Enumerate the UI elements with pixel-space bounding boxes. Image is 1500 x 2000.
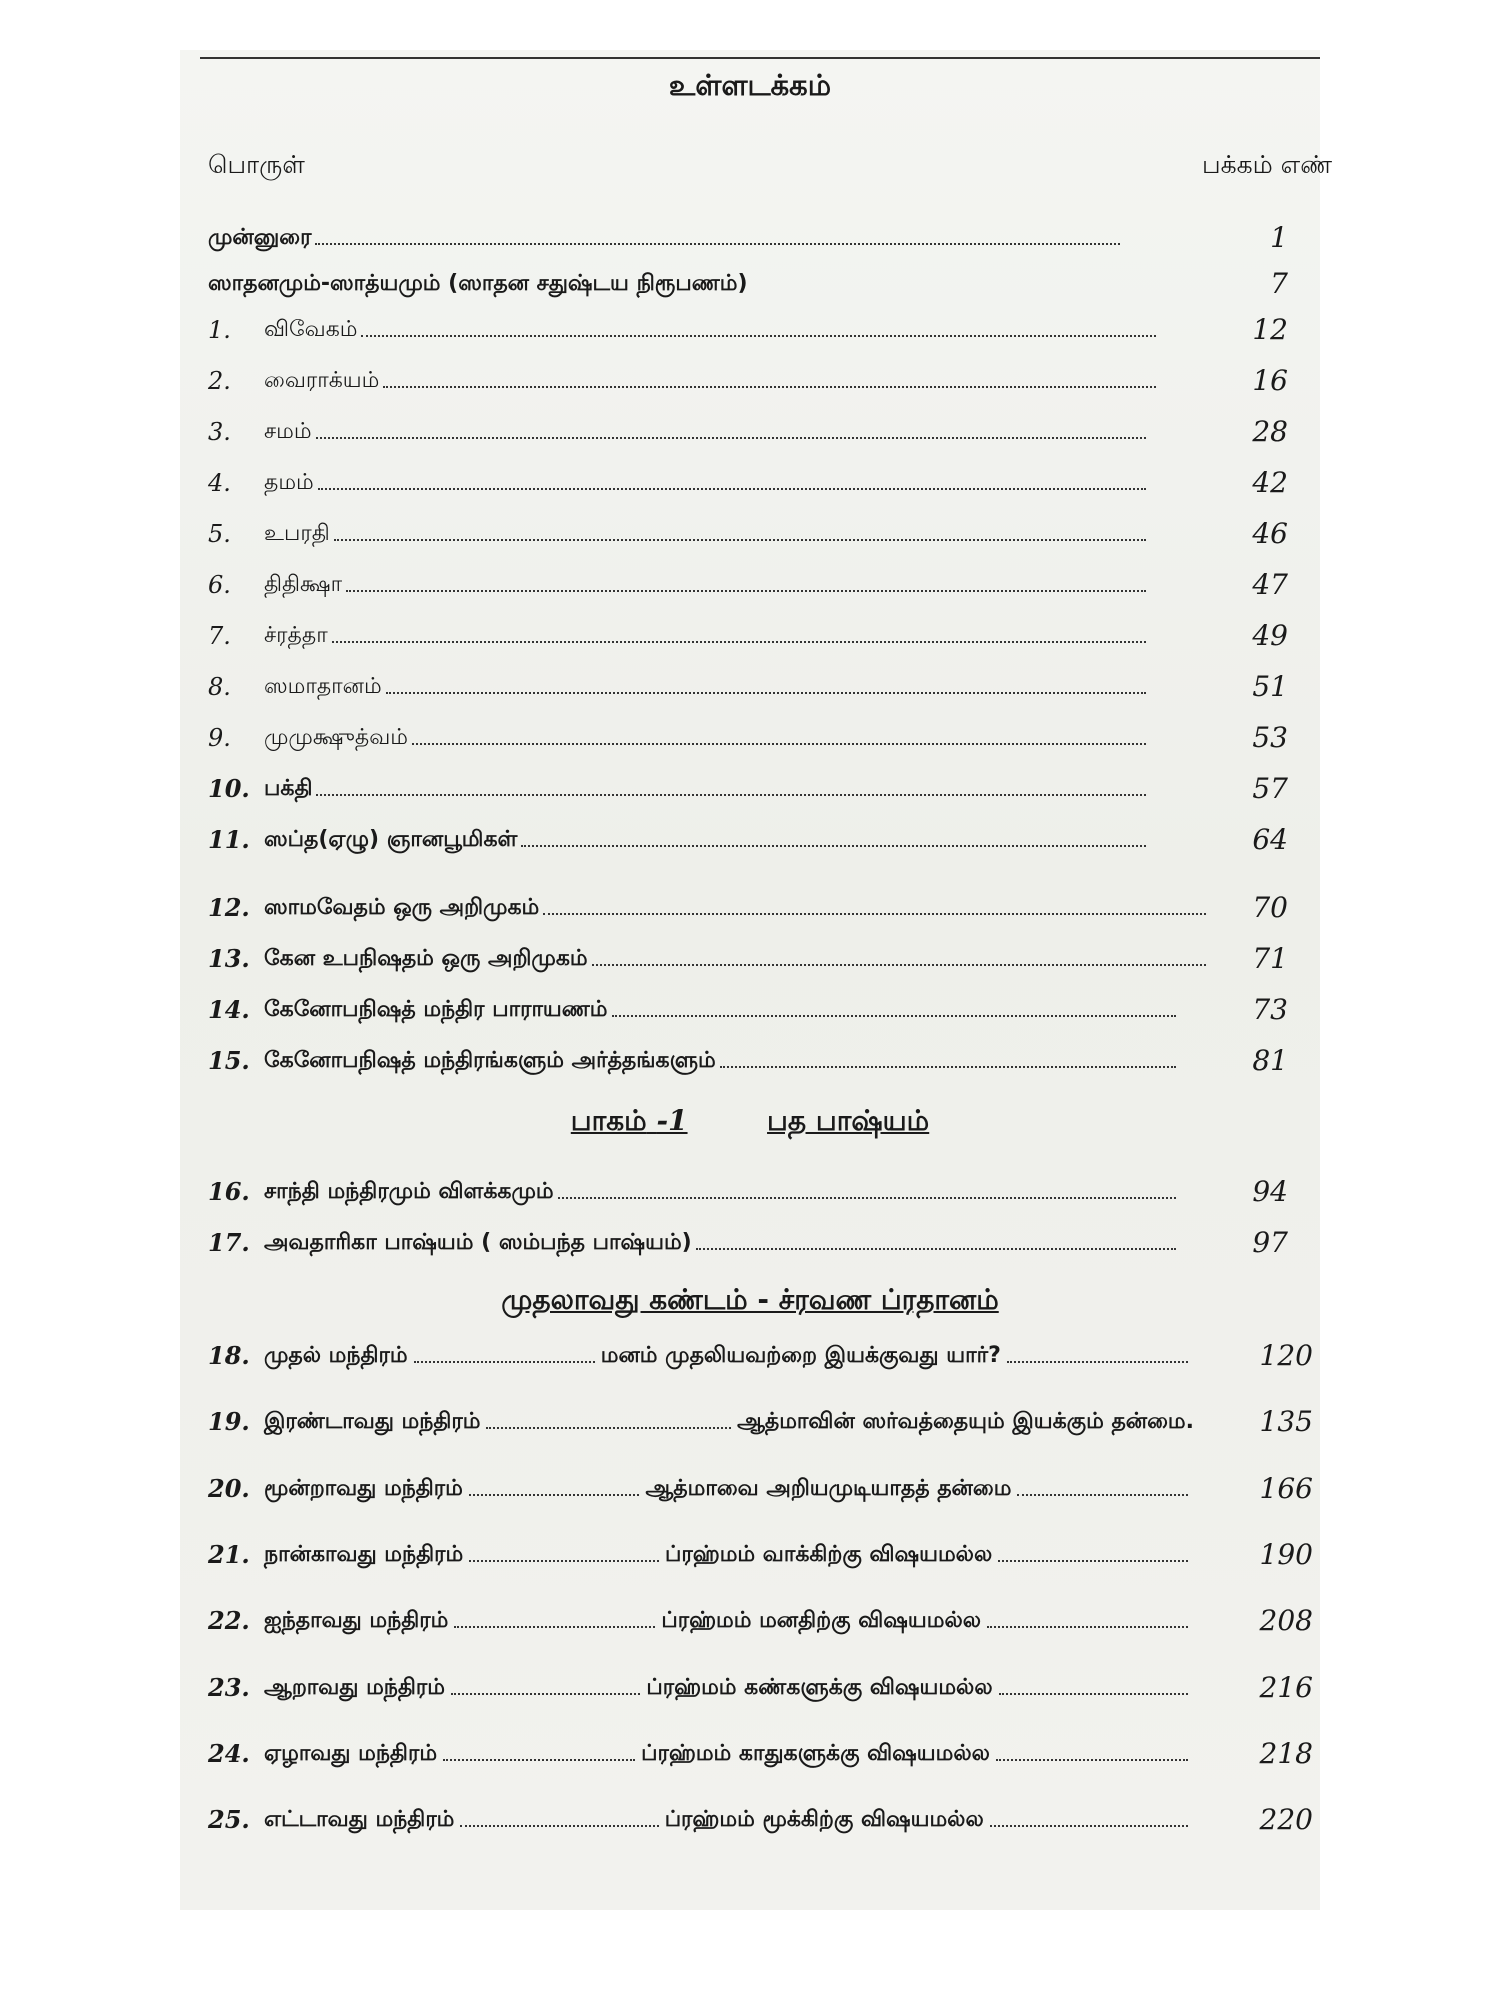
entry-title: கேனோபநிஷத் மந்திரங்களும் அர்த்தங்களும் xyxy=(264,1048,716,1073)
toc-entry-10 xyxy=(208,769,1288,809)
entry-number: 23. xyxy=(208,1673,250,1702)
entry-number: 1. xyxy=(208,316,231,344)
toc-entry-23 xyxy=(208,1668,1318,1708)
entry-description: ஆத்மாவை அறியமுடியாதத் தன்மை xyxy=(645,1476,1012,1501)
toc-entry-16 xyxy=(208,1172,1288,1212)
entry-number: 19. xyxy=(208,1407,250,1436)
entry-title: ஆறாவது மந்திரம் xyxy=(264,1675,445,1700)
dot-leader xyxy=(316,794,1146,796)
entry-title: எட்டாவது மந்திரம் xyxy=(264,1807,455,1832)
entry-number: 10. xyxy=(208,774,250,803)
entry-number: 11. xyxy=(208,825,250,854)
toc-entry-2 xyxy=(208,361,1288,401)
dot-leader xyxy=(346,590,1146,592)
dot-leader xyxy=(414,1361,595,1363)
toc-entry-11 xyxy=(208,820,1288,860)
entry-page: 71 xyxy=(1252,942,1288,975)
dot-leader xyxy=(334,539,1146,541)
toc-entry-7 xyxy=(208,616,1288,656)
entry-title: மூன்றாவது மந்திரம் xyxy=(264,1476,463,1501)
dot-leader xyxy=(1007,1361,1188,1363)
entry-page: 97 xyxy=(1252,1226,1288,1259)
entry-description: ப்ரஹ்மம் வாக்கிற்கு விஷயமல்ல xyxy=(665,1542,993,1567)
entry-page: 135 xyxy=(1259,1405,1313,1438)
dot-leader xyxy=(990,1825,1188,1827)
dot-leader xyxy=(332,641,1146,643)
entry-title: பக்தி xyxy=(264,776,313,801)
dot-leader xyxy=(521,845,1146,847)
toc-entry-8 xyxy=(208,667,1288,707)
column-header-subject: பொருள் xyxy=(208,150,305,179)
dot-leader xyxy=(460,1825,658,1827)
entry-page: 94 xyxy=(1252,1175,1288,1208)
entry-title: அவதாரிகா பாஷ்யம் ( ஸம்பந்த பாஷ்யம்) xyxy=(264,1230,692,1255)
toc-entry-5 xyxy=(208,514,1288,554)
entry-number: 12. xyxy=(208,893,250,922)
dot-leader xyxy=(1017,1494,1188,1496)
entry-page: 220 xyxy=(1259,1803,1313,1836)
entry-page: 47 xyxy=(1252,568,1288,601)
dot-leader xyxy=(558,1197,1176,1199)
entry-page: 73 xyxy=(1252,993,1288,1026)
column-header-page-number: பக்கம் எண் xyxy=(1202,150,1332,179)
entry-number: 3. xyxy=(208,418,231,446)
entry-number: 15. xyxy=(208,1046,250,1075)
dot-leader xyxy=(469,1560,659,1562)
toc-entry-4 xyxy=(208,463,1288,503)
dot-leader xyxy=(315,243,1120,245)
toc-entry-14 xyxy=(208,990,1288,1030)
entry-title: ஐந்தாவது மந்திரம் xyxy=(264,1608,449,1633)
entry-page: 218 xyxy=(1259,1737,1313,1770)
entry-number: 13. xyxy=(208,944,250,973)
entry-description: ப்ரஹ்மம் மூக்கிற்கு விஷயமல்ல xyxy=(664,1807,984,1832)
entry-title: நான்காவது மந்திரம் xyxy=(264,1542,464,1567)
section-heading-first-khanda xyxy=(0,1283,1500,1320)
entry-description: ப்ரஹ்மம் மனதிற்கு விஷயமல்ல xyxy=(661,1608,981,1633)
entry-number: 16. xyxy=(208,1177,250,1206)
toc-entry-24 xyxy=(208,1734,1318,1774)
entry-page: 28 xyxy=(1252,415,1288,448)
entry-number: 9. xyxy=(208,724,231,752)
dot-leader xyxy=(543,913,1206,915)
entry-title: கேனோபநிஷத் மந்திர பாராயணம் xyxy=(264,997,608,1022)
entry-title: முமுக்ஷுத்வம் xyxy=(264,725,408,750)
toc-entry-22 xyxy=(208,1601,1318,1641)
dot-leader xyxy=(720,1066,1176,1068)
toc-entry-preface xyxy=(208,218,1288,258)
entry-description: ப்ரஹ்மம் கண்களுக்கு விஷயமல்ல xyxy=(646,1675,993,1700)
entry-number: 18. xyxy=(208,1341,250,1370)
entry-title: ஸப்த(ஏழு) ஞானபூமிகள் xyxy=(264,827,518,852)
entry-page: 70 xyxy=(1252,891,1288,924)
dot-leader xyxy=(612,1015,1177,1017)
entry-page: 216 xyxy=(1259,1671,1313,1704)
entry-page: 1 xyxy=(1270,221,1288,254)
entry-title: ஸாமவேதம் ஒரு அறிமுகம் xyxy=(264,895,540,920)
dot-leader xyxy=(486,1427,731,1429)
section-heading-part1 xyxy=(0,1104,1500,1141)
dot-leader xyxy=(987,1626,1188,1628)
entry-page: 53 xyxy=(1252,721,1288,754)
toc-entry-13 xyxy=(208,939,1288,979)
dot-leader xyxy=(469,1494,640,1496)
entry-page: 208 xyxy=(1259,1604,1313,1637)
entry-title: ஸமாதானம் xyxy=(264,674,382,699)
dot-leader xyxy=(451,1693,640,1695)
section-name: முதலாவது கண்டம் - ச்ரவண ப்ரதானம் xyxy=(501,1283,999,1316)
entry-title: விவேகம் xyxy=(264,317,358,342)
top-rule xyxy=(200,57,1320,59)
entry-title: கேன உபநிஷதம் ஒரு அறிமுகம் xyxy=(264,946,588,971)
toc-entry-18 xyxy=(208,1336,1318,1376)
entry-number: 24. xyxy=(208,1739,250,1768)
entry-title: திதிக்ஷா xyxy=(264,572,343,597)
entry-page: 42 xyxy=(1252,466,1288,499)
dot-leader xyxy=(386,692,1146,694)
entry-number: 20. xyxy=(208,1474,250,1503)
dot-leader xyxy=(318,488,1146,490)
toc-entry-17 xyxy=(208,1223,1288,1263)
entry-number: 21. xyxy=(208,1540,250,1569)
toc-entry-21 xyxy=(208,1535,1318,1575)
entry-page: 120 xyxy=(1259,1339,1313,1372)
entry-number: 7. xyxy=(208,622,231,650)
entry-number: 8. xyxy=(208,673,231,701)
entry-page: 7 xyxy=(1270,267,1288,300)
entry-page: 81 xyxy=(1252,1044,1288,1077)
toc-entry-9 xyxy=(208,718,1288,758)
dot-leader xyxy=(996,1759,1188,1761)
entry-number: 25. xyxy=(208,1805,250,1834)
toc-entry-3 xyxy=(208,412,1288,452)
dot-leader xyxy=(443,1759,635,1761)
entry-page: 46 xyxy=(1252,517,1288,550)
dot-leader xyxy=(696,1248,1176,1250)
entry-number: 2. xyxy=(208,367,231,395)
entry-page: 190 xyxy=(1259,1538,1313,1571)
toc-entry-sadhana xyxy=(208,264,1288,304)
entry-page: 49 xyxy=(1252,619,1288,652)
entry-number: 6. xyxy=(208,571,231,599)
section-number: -1 xyxy=(656,1104,688,1137)
entry-description: ப்ரஹ்மம் காதுகளுக்கு விஷயமல்ல xyxy=(641,1741,990,1766)
toc-entry-20 xyxy=(208,1469,1318,1509)
entry-title: உபரதி xyxy=(264,521,330,546)
dot-leader xyxy=(592,964,1206,966)
page-title: உள்ளடக்கம் xyxy=(668,68,832,102)
entry-title: சாந்தி மந்திரமும் விளக்கமும் xyxy=(264,1179,554,1204)
entry-title: ஸாதனமும்-ஸாத்யமும் (ஸாதன சதுஷ்டய நிரூபணம்) xyxy=(208,271,748,296)
entry-page: 64 xyxy=(1252,823,1288,856)
dot-leader xyxy=(383,386,1156,388)
entry-number: 5. xyxy=(208,520,231,548)
entry-title: முன்னுரை xyxy=(208,225,312,250)
dot-leader xyxy=(999,1693,1188,1695)
entry-number: 4. xyxy=(208,469,231,497)
entry-page: 57 xyxy=(1252,772,1288,805)
entry-number: 22. xyxy=(208,1606,250,1635)
toc-entry-15 xyxy=(208,1041,1288,1081)
entry-title: இரண்டாவது மந்திரம் xyxy=(264,1409,481,1434)
dot-leader xyxy=(454,1626,655,1628)
entry-number: 14. xyxy=(208,995,250,1024)
entry-number: 17. xyxy=(208,1228,250,1257)
entry-page: 51 xyxy=(1252,670,1288,703)
entry-title: ஏழாவது மந்திரம் xyxy=(264,1741,438,1766)
entry-title: சமம் xyxy=(264,419,312,444)
toc-entry-25 xyxy=(208,1800,1318,1840)
toc-entry-19 xyxy=(208,1402,1318,1442)
section-label: பாகம் xyxy=(570,1104,647,1137)
entry-description: மனம் முதலியவற்றை இயக்குவது யார்? xyxy=(600,1343,1001,1368)
entry-description: ஆத்மாவின் ஸர்வத்தையும் இயக்கும் தன்மை. xyxy=(737,1409,1194,1434)
entry-page: 12 xyxy=(1252,313,1288,346)
toc-entry-1 xyxy=(208,310,1288,350)
entry-page: 166 xyxy=(1259,1472,1313,1505)
dot-leader xyxy=(316,437,1146,439)
entry-title: ச்ரத்தா xyxy=(264,623,328,648)
entry-page: 16 xyxy=(1252,364,1288,397)
toc-entry-6 xyxy=(208,565,1288,605)
dot-leader xyxy=(361,335,1156,337)
entry-title: முதல் மந்திரம் xyxy=(264,1343,408,1368)
section-name: பத பாஷ்யம் xyxy=(767,1104,930,1137)
dot-leader xyxy=(998,1560,1188,1562)
entry-title: வைராக்யம் xyxy=(264,368,380,393)
entry-title: தமம் xyxy=(264,470,314,495)
toc-entry-12 xyxy=(208,888,1288,928)
dot-leader xyxy=(412,743,1146,745)
